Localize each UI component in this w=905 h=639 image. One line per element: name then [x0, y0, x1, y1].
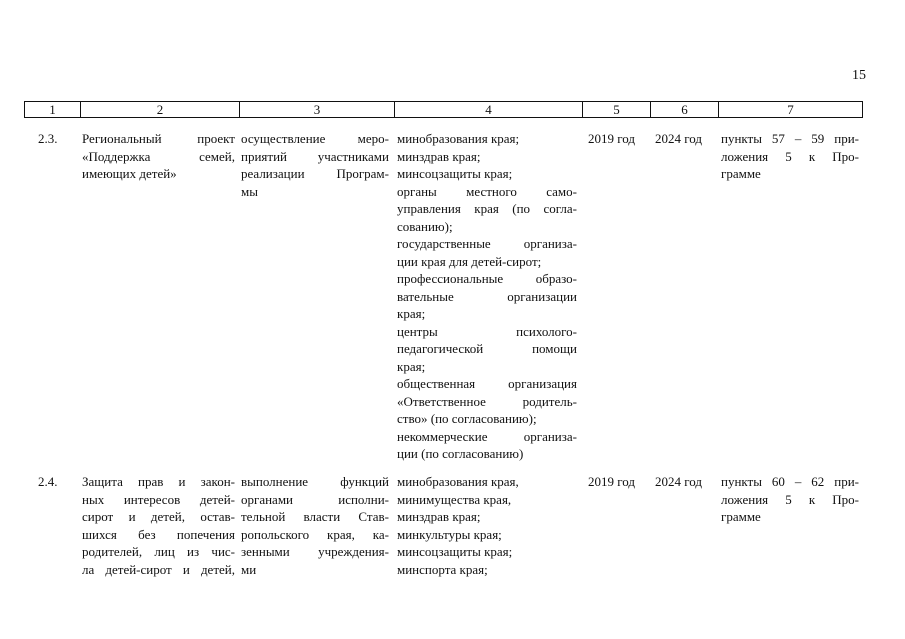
row-executors: минобразования края, минимущества края, минздрав края; минкультуры края; минсоцзащиты края; минспорта края; — [397, 474, 519, 577]
row-executors: минобразования края; минздрав края; минсоцзащиты края; органы местного само- управления края (по согла- сованию); государственные организа- ции края для детей-сирот; профессиональные образо- вательные организации края; центры психолого- педагогической помощи края; общественная организация «Ответственное родитель- ство» (по согласованию); некоммерческие организа- ции (по согласованию) — [397, 131, 577, 461]
header-col-2: 2 — [80, 101, 239, 118]
row-start-year: 2019 год — [588, 474, 635, 489]
row-link: пункты 60 – 62 при- ложения 5 к Про- грамме — [721, 474, 859, 524]
row-name: Защита прав и закон- ных интересов детей- сирот и детей, остав- шихся без попечения родителей, лиц из чис- ла детей-сирот и детей, — [82, 474, 235, 577]
row-end-year: 2024 год — [655, 131, 702, 146]
row-content: выполнение функций органами исполни- тельной власти Став- ропольского края, ка- зенными учреждения- ми — [241, 474, 389, 577]
page-number: 15 — [852, 68, 866, 83]
row-content: осуществление меро- приятий участниками реализации Програм- мы — [241, 131, 389, 199]
header-col-6: 6 — [650, 101, 718, 118]
row-number: 2.3. — [38, 131, 58, 146]
header-col-4: 4 — [394, 101, 582, 118]
row-link: пункты 57 – 59 при- ложения 5 к Про- грамме — [721, 131, 859, 181]
row-name: Региональный проект «Поддержка семей, имеющих детей» — [82, 131, 235, 181]
header-col-1: 1 — [24, 101, 80, 118]
header-col-5: 5 — [582, 101, 650, 118]
row-start-year: 2019 год — [588, 131, 635, 146]
row-end-year: 2024 год — [655, 474, 702, 489]
row-number: 2.4. — [38, 474, 58, 489]
header-col-7: 7 — [718, 101, 863, 118]
header-col-3: 3 — [239, 101, 394, 118]
